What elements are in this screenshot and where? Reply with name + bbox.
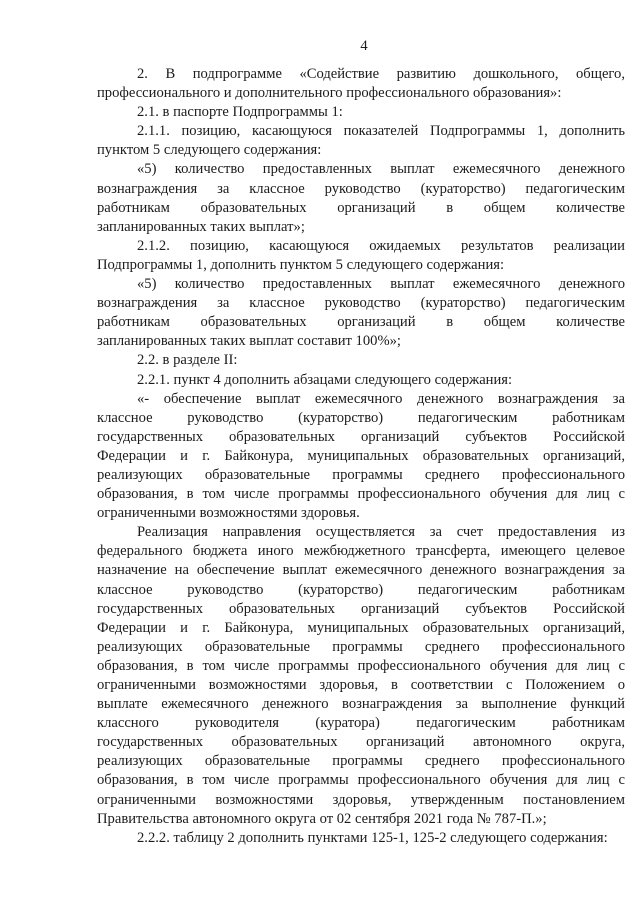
text-line: государственных образовательных организаций автономного округа, [97, 734, 625, 751]
text-line: «- обеспечение выплат ежемесячного денежного вознаграждения за [137, 390, 625, 407]
text-line: 2.1.2. позицию, касающуюся ожидаемых результатов реализации [137, 237, 625, 254]
document-page [97, 36, 625, 848]
text-line: работникам образовательных организаций в общем количестве [97, 314, 625, 331]
text-line: 2.2.1. пункт 4 дополнить абзацами следующего содержания: [137, 371, 513, 388]
text-line: профессионального и дополнительного профессионального образования»: [97, 85, 562, 102]
text-line: реализующих образовательные программы среднего профессионального [97, 466, 625, 483]
text-line: Реализация направления осуществляется за счет предоставления из [137, 524, 625, 541]
text-line: «5) количество предоставленных выплат ежемесячного денежного [137, 161, 625, 178]
text-line: Правительства автономного округа от 02 сентября 2021 года № 787-П.»; [97, 810, 547, 827]
text-line: запланированных таких выплат»; [97, 218, 305, 235]
text-line: федерального бюджета иного межбюджетного трансферта, имеющего целевое [97, 543, 625, 560]
text-line: 2.1. в паспорте Подпрограммы 1: [137, 104, 343, 121]
text-line: запланированных таких выплат составит 100%»; [97, 333, 401, 350]
text-line: 2.1.1. позицию, касающуюся показателей Подпрограммы 1, дополнить [137, 123, 625, 140]
text-line: Федерации и г. Байконура, муниципальных образовательных организаций, [97, 447, 625, 464]
text-line: ограниченными возможностями здоровья, в соответствии с Положением о [97, 677, 625, 693]
text-line: вознаграждения за классное руководство (кураторство) педагогическим [97, 180, 625, 197]
text-line: 2.2.2. таблицу 2 дополнить пунктами 125-1, 125-2 следующего содержания: [137, 829, 608, 846]
text-line: 2.2. в разделе II: [137, 352, 238, 369]
page-number: 4 [360, 38, 368, 54]
text-line: выплате ежемесячного денежного вознаграждения за выполнение функций [97, 696, 625, 713]
text-line: Федерации и г. Байконура, муниципальных образовательных организаций, [97, 619, 625, 636]
text-line: образования, в том числе программы профессионального обучения для лиц с [97, 657, 625, 674]
text-line: 2. В подпрограмме «Содействие развитию дошкольного, общего, [137, 66, 625, 82]
text-line: работникам образовательных организаций в общем количестве [97, 199, 625, 216]
text-line: ограниченными возможностями здоровья, утвержденным постановлением [97, 791, 625, 808]
text-line: государственных образовательных организаций субъектов Российской [97, 428, 625, 445]
text-line: образования, в том числе программы профессионального обучения для лиц с [97, 772, 625, 789]
document-body [97, 65, 625, 848]
text-line: образования, в том числе программы профессионального обучения для лиц с [97, 486, 625, 503]
text-line: назначение на обеспечение выплат ежемесячного денежного вознаграждения за [97, 562, 625, 579]
text-line: Подпрограммы 1, дополнить пунктом 5 следующего содержания: [97, 256, 505, 273]
text-line: ограниченными возможностями здоровья. [97, 505, 360, 522]
text-line: классного руководителя (куратора) педагогическим работникам [97, 715, 625, 732]
text-line: «5) количество предоставленных выплат ежемесячного денежного [137, 276, 625, 293]
text-line: реализующих образовательные программы среднего профессионального [97, 753, 625, 770]
text-line: классное руководство (кураторство) педагогическим работникам [97, 409, 625, 426]
text-line: классное руководство (кураторство) педагогическим работникам [97, 581, 625, 598]
text-line: государственных образовательных организаций субъектов Российской [97, 600, 625, 617]
text-line: реализующих образовательные программы среднего профессионального [97, 638, 625, 655]
text-line: вознаграждения за классное руководство (кураторство) педагогическим [97, 295, 625, 312]
text-line: пунктом 5 следующего содержания: [97, 142, 322, 159]
